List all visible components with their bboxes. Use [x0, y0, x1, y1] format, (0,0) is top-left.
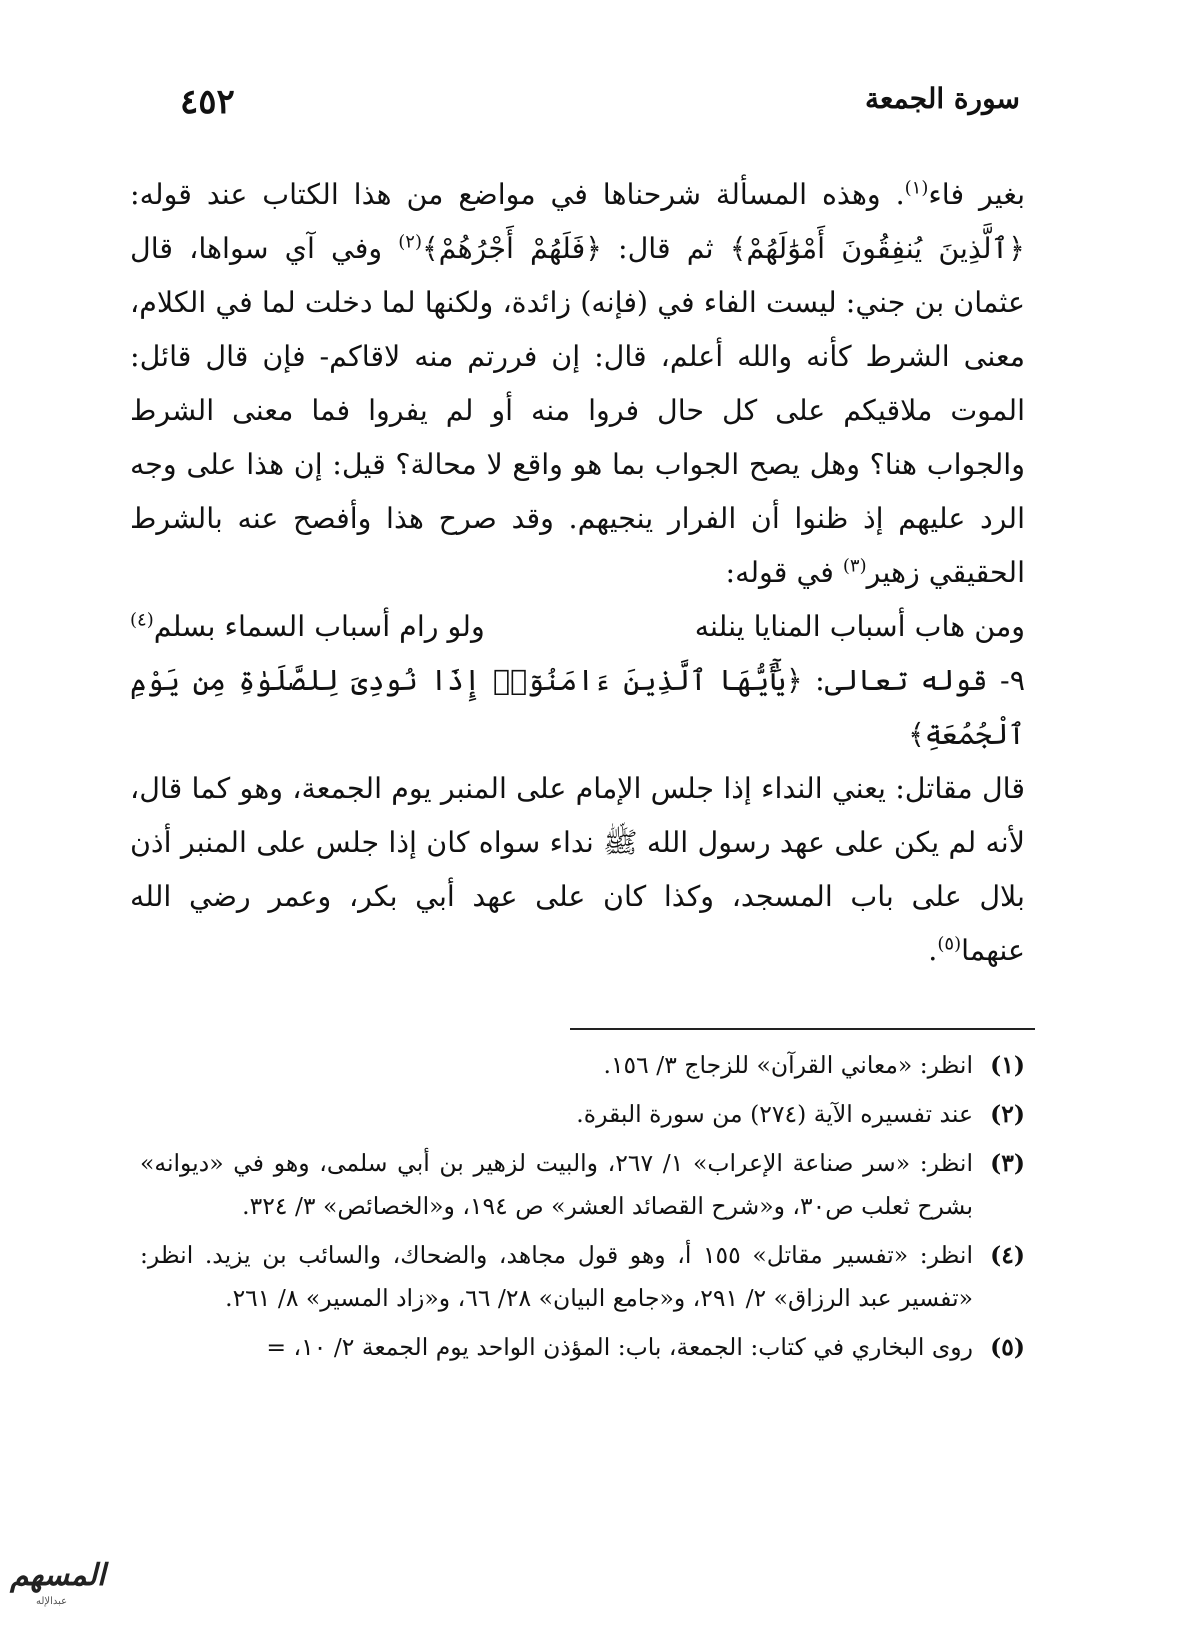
poem-line — [130, 600, 1025, 654]
footnote-item — [140, 1093, 1025, 1136]
footnote-text: انظر: «معاني القرآن» للزجاج ٣/ ١٥٦. — [603, 1051, 973, 1079]
footnote-number: (٣) — [990, 1149, 1025, 1177]
footnote-divider — [570, 1028, 1035, 1030]
footnote-item — [140, 1044, 1025, 1087]
main-text — [130, 168, 1025, 978]
footnote-ref-2[interactable]: (٢) — [398, 231, 422, 253]
page-header — [180, 82, 1020, 132]
paragraph-2 — [130, 762, 1025, 978]
footnote-number: (٢) — [990, 1100, 1025, 1128]
poem-hemistich-right: ومن هاب أسباب المنايا ينلنه — [694, 610, 1025, 643]
footnote-text: انظر: «سر صناعة الإعراب» ١/ ٢٦٧، والبيت لزهير بن أبي سلمى، وهو في «ديوانه» بشرح ثعلب ص٣٠، و«شرح القصائد العشر» ص ١٩٤، و«الخصائص» ٣/ ٣٢٤. — [140, 1149, 973, 1220]
footnote-text: انظر: «تفسير مقاتل» ١٥٥ أ، وهو قول مجاهد، والضحاك، والسائب بن يزيد. انظر: «تفسير عبد الرزاق» ٢/ ٢٩١، و«جامع البيان» ٢٨/ ٦٦، و«زاد المسير» ٨/ ٢٦١. — [140, 1241, 973, 1312]
footnote-number: (٤) — [990, 1241, 1025, 1269]
text-run: في قوله: — [725, 556, 843, 589]
footnote-text: روى البخاري في كتاب: الجمعة، باب: المؤذن الواحد يوم الجمعة ٢/ ١٠، = — [266, 1333, 973, 1361]
poem-text: ولو رام أسباب السماء بسلم — [153, 610, 485, 643]
footnote-ref-1[interactable]: (١) — [904, 177, 929, 199]
logo-subtext: عبدالإله — [36, 1596, 68, 1607]
footnote-ref-3[interactable]: (٣) — [842, 555, 867, 577]
verse-heading: ٩- قوله تعالى: ﴿يَٰٓأَيُّهَا ٱلَّذِينَ ءَامَنُوٓا۟ إِذَا نُودِىَ لِلصَّلَوٰةِ مِن يَوْمِ ٱلْجُمُعَةِ﴾ — [130, 664, 1025, 751]
footnote-text: عند تفسيره الآية (٢٧٤) من سورة البقرة. — [576, 1100, 973, 1128]
text-run: قال مقاتل: يعني النداء إذا جلس الإمام على المنبر يوم الجمعة، وهو كما قال، لأنه لم يكن على عهد رسول الله ﷺ نداء سواه كان إذا جلس على المنبر أذن بلال على باب المسجد، وكذا كان على عهد أبي بكر، وعمر رضي الله عنهما — [130, 772, 1025, 967]
poem-hemistich-left — [130, 600, 485, 654]
footnote-number: (١) — [990, 1051, 1025, 1079]
paragraph-1 — [130, 168, 1025, 600]
footnote-number: (٥) — [990, 1333, 1025, 1361]
footnote-ref-4[interactable]: (٤) — [130, 609, 154, 631]
footnote-ref-5[interactable]: (٥) — [937, 933, 962, 955]
surah-title: سورة الجمعة — [865, 82, 1020, 115]
logo-text: المسهم — [10, 1558, 106, 1593]
watermark-logo — [6, 1558, 126, 1618]
footnote-item — [140, 1234, 1025, 1320]
text-run: وفي آي سواها، قال عثمان بن جني: ليست الفاء في (فإنه) زائدة، ولكنها لما دخلت لما في الكلام، معنى الشرط كأنه والله أعلم، قال: إن فررتم منه لاقاكم- فإن قال قائل: الموت ملاقيكم على كل حال فروا منه أو لم يفروا فما معنى الشرط والجواب هنا؟ وهل يصح الجواب بما هو واقع لا محالة؟ قيل: إن هذا على وجه الرد عليهم إذ ظنوا أن الفرار ينجيهم. وقد صرح هذا وأفصح عنه بالشرط الحقيقي زهير — [130, 232, 1025, 589]
footnote-item — [140, 1326, 1025, 1369]
text-run: . — [928, 934, 938, 967]
footnotes — [140, 1044, 1025, 1375]
page-number: ٤٥٢ — [180, 82, 235, 122]
text-run: . وهذه المسألة شرحناها في مواضع من هذا الكتاب عند قوله: ﴿ٱلَّذِينَ يُنفِقُونَ أَمْوَٰلَهُمْ﴾ ثم قال: ﴿فَلَهُمْ أَجْرُهُمْ﴾ — [130, 178, 1025, 265]
footnote-item — [140, 1142, 1025, 1228]
text-run: بغير فاء — [928, 178, 1025, 211]
